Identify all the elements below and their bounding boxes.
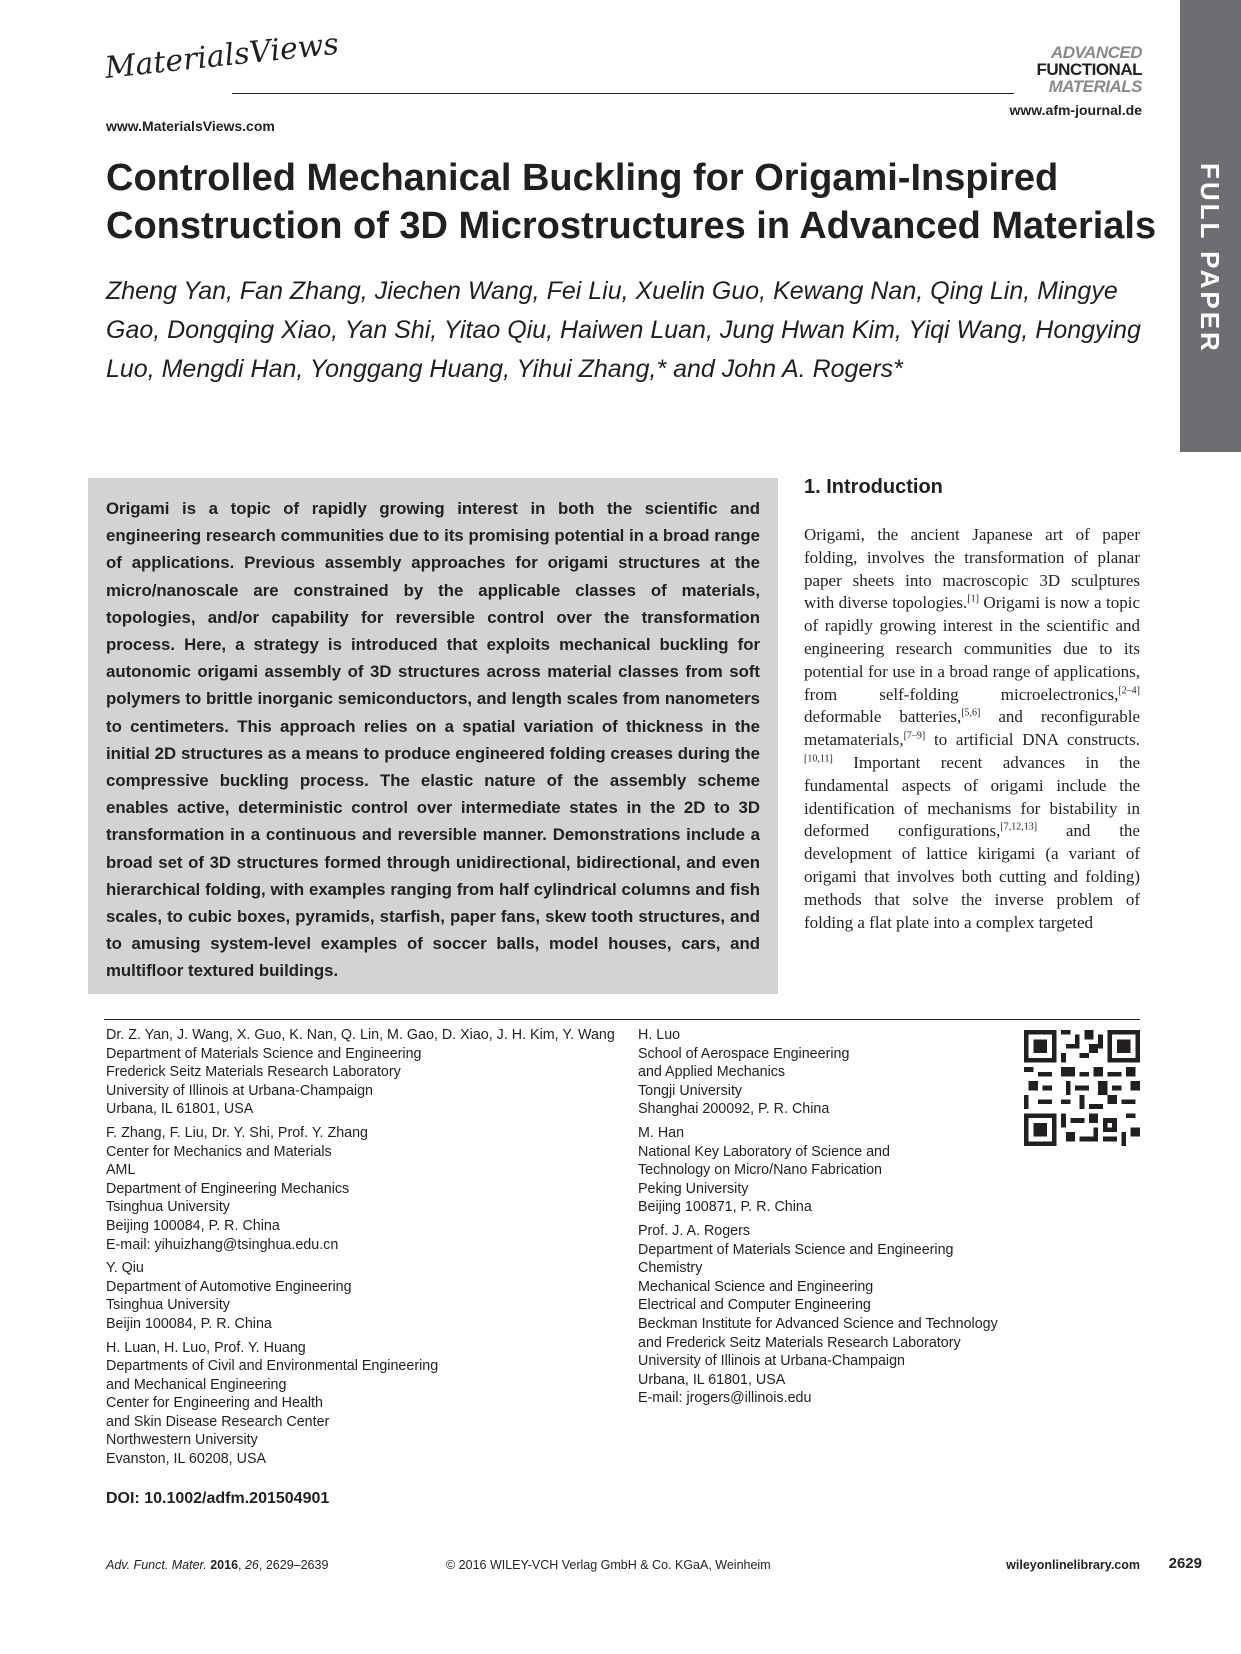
affiliation-line: Department of Materials Science and Engineering: [106, 1045, 422, 1062]
affiliation-block: [638, 1026, 1078, 1119]
abstract-text: Origami is a topic of rapidly growing interest in both the scientific and engineering research communities due to its promising potential in a broad range of applications. Previous assembly approaches for origami structures at the micro/nanoscale are constrained by the applicable classes of materials, topologies, and/or capability for reversible control over the transformation process. Here, a strategy is introduced that exploits mechanical buckling for autonomic origami assembly of 3D structures across material classes from soft polymers to brittle inorganic semiconductors, and length scales from nanometers to centimeters. This approach relies on a spatial variation of thickness in the initial 2D structures as a means to produce engineered folding creases during the compressive buckling process. The elastic nature of the assembly scheme enables active, deterministic control over intermediate states in the 2D to 3D transformation in a continuous and reversible manner. Demonstrations include a broad set of 3D structures formed through unidirectional, bidirectional, and even hierarchical folding, with examples ranging from half cylindrical columns and fish scales, to cubic boxes, pyramids, starfish, paper fans, skew tooth structures, and to amusing system-level examples of soccer balls, model houses, cars, and multifloor textured buildings.: [106, 499, 760, 981]
affiliation-block: [106, 1124, 626, 1254]
journal-logo-line-1: ADVANCED: [1050, 43, 1142, 62]
doi[interactable]: DOI: 10.1002/adfm.201504901: [106, 1490, 330, 1507]
affiliation-line: H. Luo: [638, 1027, 681, 1043]
affiliation-line: F. Zhang, F. Liu, Dr. Y. Shi, Prof. Y. Zhang: [106, 1124, 368, 1141]
affiliation-line: Urbana, IL 61801, USA: [638, 1371, 786, 1388]
citation-ref[interactable]: [7,12,13]: [1000, 821, 1038, 833]
affiliation-line: M. Han: [638, 1124, 685, 1141]
affiliations-rule: [104, 1019, 1140, 1020]
footer-pages: , 2629–2639: [258, 1558, 329, 1572]
affiliation-line: University of Illinois at Urbana-Champaign: [638, 1353, 905, 1370]
affiliation-line: School of Aerospace Engineering: [638, 1045, 850, 1062]
affiliation-line: Peking University: [638, 1180, 749, 1197]
affiliation-block: [638, 1222, 1078, 1408]
article-authors: Zheng Yan, Fan Zhang, Jiechen Wang, Fei Liu, Xuelin Guo, Kewang Nan, Qing Lin, Mingye Gao, Dongqing Xiao, Yan Shi, Yitao Qiu, Haiwen Luan, Jung Hwan Kim, Yiqi Wang, Hongying Luo, Mengdi Han, Yonggang Huang, Yihui Zhang,* and John A. Rogers*: [106, 277, 1141, 383]
affiliation-line: Technology on Micro/Nano Fabrication: [638, 1162, 882, 1179]
affiliation-line: H. Luan, H. Luo, Prof. Y. Huang: [106, 1339, 306, 1356]
citation-ref[interactable]: [10,11]: [804, 753, 833, 765]
qr-code[interactable]: [1024, 1030, 1140, 1146]
citation-ref[interactable]: [7–9]: [903, 730, 926, 742]
publisher-url[interactable]: www.MaterialsViews.com: [106, 118, 275, 134]
affiliation-line: University of Illinois at Urbana-Champaign: [106, 1082, 373, 1099]
affiliation-line: Beijin 100084, P. R. China: [106, 1315, 272, 1332]
full-paper-tab-label: FULL PAPER: [1195, 162, 1225, 354]
intro-text-run: Origami, the ancient Japanese art of paper folding, involves the transformation of planar paper sheets into macroscopic 3D sculptures with diverse topologies.: [804, 525, 1140, 613]
affiliation-block: [106, 1259, 626, 1333]
affiliation-line: Department of Materials Science and Engineering: [638, 1241, 954, 1258]
affiliation-line: Evanston, IL 60208, USA: [106, 1451, 267, 1468]
affiliation-line: Departments of Civil and Environmental Engineering: [106, 1358, 439, 1375]
affiliation-block: [106, 1026, 626, 1119]
page-number: 2629: [1168, 1555, 1202, 1572]
intro-text-run: and the development of lattice kirigami (a variant of origami that involves both cutting and folding) methods that solve the inverse problem of folding a flat plate into a complex targeted: [804, 821, 1140, 932]
affiliation-line: Beckman Institute for Advanced Science and Technology: [638, 1315, 998, 1332]
journal-logo: [1016, 44, 1142, 95]
affiliation-line: Urbana, IL 61801, USA: [106, 1101, 254, 1118]
citation-ref[interactable]: [5,6]: [961, 707, 981, 719]
affiliation-line: AML: [106, 1162, 136, 1179]
footer-volume: 26: [244, 1558, 259, 1572]
affiliation-line: Beijing 100084, P. R. China: [106, 1217, 280, 1234]
intro-text-run: Important recent advances in the fundamental aspects of origami include the identification of mechanisms for bistability in deformed configurations,: [804, 752, 1140, 841]
affiliation-line: Tsinghua University: [106, 1297, 230, 1314]
materialsviews-logo-text: MaterialsViews: [103, 26, 341, 86]
affiliation-line: Department of Automotive Engineering: [106, 1278, 352, 1295]
footer-journal-abbrev: Adv. Funct. Mater.: [106, 1558, 207, 1572]
affiliation-line: National Key Laboratory of Science and: [638, 1143, 890, 1160]
journal-logo-line-3: MATERIALS: [1048, 77, 1142, 96]
introduction-text: [804, 524, 1140, 934]
intro-text-run: to artificial DNA constructs.: [925, 730, 1140, 750]
affiliation-line: Y. Qiu: [106, 1260, 144, 1277]
intro-text-run: Origami is now a topic of rapidly growing interest in the scientific and engineering research communities due to its potential for use in a broad range of applications, from self-folding microelectronics,: [804, 593, 1140, 704]
affiliation-line: Dr. Z. Yan, J. Wang, X. Guo, K. Nan, Q. Lin, M. Gao, D. Xiao, J. H. Kim, Y. Wang: [106, 1027, 615, 1043]
article-title: Controlled Mechanical Buckling for Origami-Inspired Construction of 3D Microstructures in Advanced Materials: [106, 157, 1157, 247]
affiliation-line: Shanghai 200092, P. R. China: [638, 1101, 830, 1118]
affiliation-line: Chemistry: [638, 1260, 703, 1277]
affiliation-block: [106, 1339, 626, 1469]
affiliation-block: [638, 1124, 1078, 1217]
affiliation-line: Department of Engineering Mechanics: [106, 1180, 350, 1197]
footer-year: 2016: [210, 1558, 239, 1572]
affiliations-left-column: [106, 1026, 626, 1474]
affiliation-email[interactable]: E-mail: jrogers@illinois.edu: [638, 1390, 812, 1407]
affiliation-line: and Applied Mechanics: [638, 1064, 786, 1081]
intro-text-run: deformable batteries,: [804, 707, 962, 727]
affiliation-line: Mechanical Science and Engineering: [638, 1278, 874, 1295]
footer-citation: Adv. Funct. Mater. 2016, 26, 2629–2639: [106, 1558, 329, 1572]
affiliation-email[interactable]: E-mail: yihuizhang@tsinghua.edu.cn: [106, 1236, 339, 1253]
affiliation-line: Beijing 100871, P. R. China: [638, 1199, 812, 1216]
affiliation-line: Center for Mechanics and Materials: [106, 1143, 332, 1160]
affiliation-line: and Frederick Seitz Materials Research Laboratory: [638, 1334, 961, 1351]
affiliation-line: Prof. J. A. Rogers: [638, 1222, 751, 1239]
full-paper-tab: [1180, 0, 1241, 452]
journal-url[interactable]: www.afm-journal.de: [1009, 102, 1142, 118]
affiliation-line: Center for Engineering and Health: [106, 1395, 323, 1412]
materialsviews-logo: [103, 26, 341, 110]
affiliations-right-column: [638, 1026, 1078, 1413]
affiliation-line: Tongji University: [638, 1082, 743, 1099]
affiliation-line: and Mechanical Engineering: [106, 1376, 287, 1393]
header-rule: [232, 93, 1014, 94]
footer-site[interactable]: wileyonlinelibrary.com: [1006, 1558, 1140, 1572]
introduction-heading: 1. Introduction: [804, 476, 943, 498]
citation-ref[interactable]: [2–4]: [1118, 684, 1140, 696]
journal-logo-line-2: FUNCTIONAL: [1036, 60, 1142, 79]
affiliation-line: and Skin Disease Research Center: [106, 1413, 330, 1430]
affiliation-line: Tsinghua University: [106, 1199, 230, 1216]
citation-ref[interactable]: [1]: [967, 593, 979, 605]
affiliation-line: Frederick Seitz Materials Research Laboratory: [106, 1064, 401, 1081]
affiliation-line: Northwestern University: [106, 1432, 258, 1449]
intro-text-run: and reconfigurable metamaterials,: [804, 707, 1140, 750]
footer-copyright: © 2016 WILEY-VCH Verlag GmbH & Co. KGaA, Weinheim: [446, 1558, 771, 1572]
affiliation-line: Electrical and Computer Engineering: [638, 1297, 871, 1314]
